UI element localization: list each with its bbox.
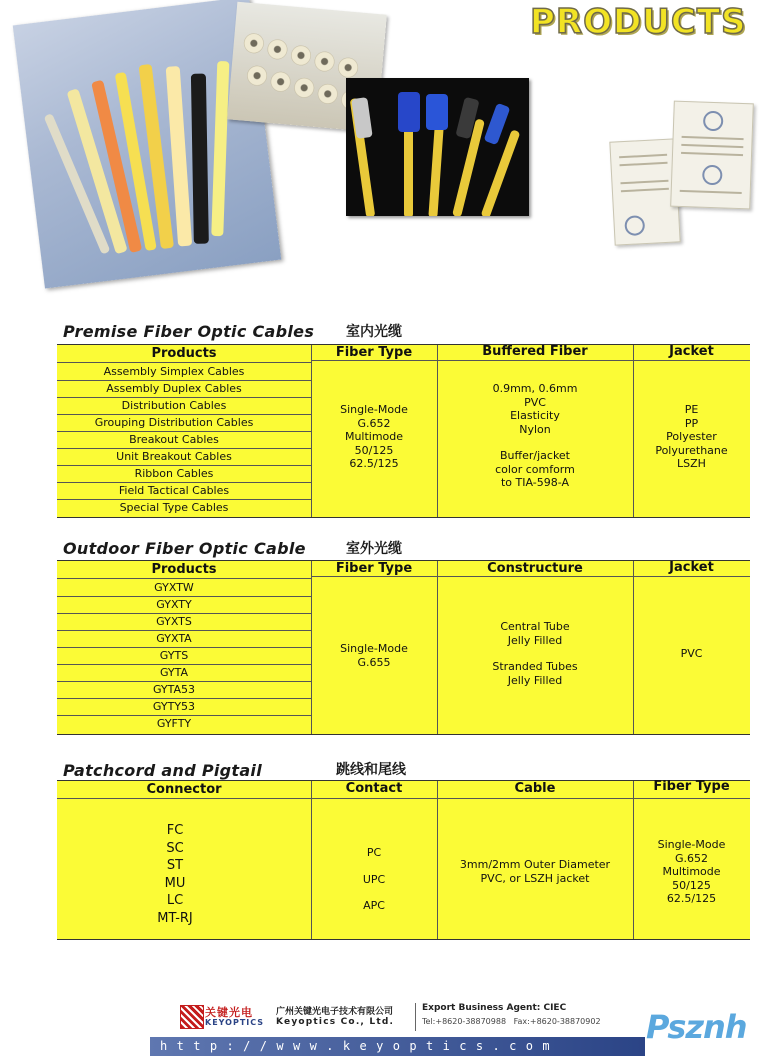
- column-header-products: Products: [151, 562, 217, 577]
- section-title-premise: Premise Fiber Optic Cables: [63, 322, 315, 341]
- export-agent: Export Business Agent: CIEC: [422, 1003, 567, 1013]
- section-title-patchcord-cn: 跳线和尾线: [336, 762, 406, 778]
- column-header-fiber-type: Fiber Type: [335, 561, 413, 576]
- column-header-jacket: Jacket: [669, 344, 714, 359]
- outdoor-table: [57, 560, 750, 735]
- section-title-premise-cn: 室内光缆: [346, 324, 402, 340]
- column-header-products: Products: [151, 346, 217, 361]
- fiber-type-cell: Single-Mode G.655: [340, 642, 408, 669]
- table-row: Assembly Simplex Cables: [103, 365, 245, 378]
- column-header-connector: Connector: [146, 782, 222, 797]
- table-row: GYXTA: [156, 632, 192, 645]
- section-title-outdoor-cn: 室外光缆: [346, 541, 402, 557]
- footer-divider: [415, 1003, 416, 1031]
- patchcord-connectors-photo: [346, 78, 529, 216]
- company-name-cn: 广州关键光电子技术有限公司: [276, 1007, 394, 1017]
- cable-cell: 3mm/2mm Outer Diameter PVC, or LSZH jacket: [459, 858, 611, 885]
- section-title-patchcord: Patchcord and Pigtail: [63, 761, 263, 780]
- brand-name-en: KEYOPTICS: [205, 1018, 265, 1027]
- table-row: Unit Breakout Cables: [116, 450, 232, 463]
- table-row: Breakout Cables: [129, 433, 219, 446]
- column-header-cable: Cable: [514, 781, 556, 796]
- table-row: Grouping Distribution Cables: [94, 416, 254, 429]
- company-name-en: Keyoptics Co., Ltd.: [276, 1017, 395, 1027]
- table-row: GYTA: [159, 666, 189, 679]
- certificate-image: [670, 101, 754, 210]
- website-url[interactable]: http://www.keyoptics.com: [160, 1039, 559, 1053]
- brand-name-cn: 关键光电: [205, 1006, 253, 1019]
- column-header-contact: Contact: [345, 781, 403, 796]
- column-header-buffered-fiber: Buffered Fiber: [482, 344, 588, 359]
- table-row: Distribution Cables: [121, 399, 227, 412]
- table-row: GYFTY: [156, 717, 192, 730]
- column-header-constructure: Constructure: [487, 561, 583, 576]
- fiber-type-cell: Single-Mode G.652 Multimode 50/125 62.5/125: [340, 403, 408, 470]
- connector-list: FC SC ST MU LC MT-RJ: [157, 823, 193, 926]
- page-title: PRODUCTS: [530, 2, 747, 42]
- section-title-outdoor: Outdoor Fiber Optic Cable: [63, 539, 306, 558]
- company-logo-icon: [180, 1005, 204, 1029]
- column-header-fiber-type: Fiber Type: [653, 779, 730, 794]
- table-row: Ribbon Cables: [134, 467, 214, 480]
- table-row: GYTY53: [152, 700, 196, 713]
- jacket-cell: PE PP Polyester Polyurethane LSZH: [655, 403, 728, 470]
- contact-list: PC UPC APC: [362, 846, 386, 912]
- table-row: GYXTS: [156, 615, 192, 628]
- column-header-jacket: Jacket: [669, 560, 714, 575]
- table-row: GYTA53: [152, 683, 196, 696]
- table-row: GYTS: [159, 649, 189, 662]
- constructure-cell: Central Tube Jelly Filled Stranded Tubes Jelly Filled: [492, 620, 578, 687]
- fiber-type-cell: Single-Mode G.652 Multimode 50/125 62.5/125: [657, 838, 726, 905]
- patchcord-table: [57, 780, 750, 940]
- table-row: Field Tactical Cables: [118, 484, 230, 497]
- table-row: GYXTY: [156, 598, 192, 611]
- table-row: Special Type Cables: [119, 501, 229, 514]
- buffered-fiber-cell: 0.9mm, 0.6mm PVC Elasticity Nylon Buffer/jacket color comform to TIA-598-A: [492, 382, 578, 489]
- contact-info: Tel:+8620-38870988 Fax:+8620-38870902: [422, 1017, 601, 1026]
- column-header-fiber-type: Fiber Type: [335, 345, 413, 360]
- table-row: Assembly Duplex Cables: [106, 382, 242, 395]
- jacket-cell: PVC: [680, 647, 703, 660]
- table-row: GYXTW: [154, 581, 194, 594]
- premise-table: [57, 344, 750, 518]
- watermark: Psznh: [646, 1008, 747, 1046]
